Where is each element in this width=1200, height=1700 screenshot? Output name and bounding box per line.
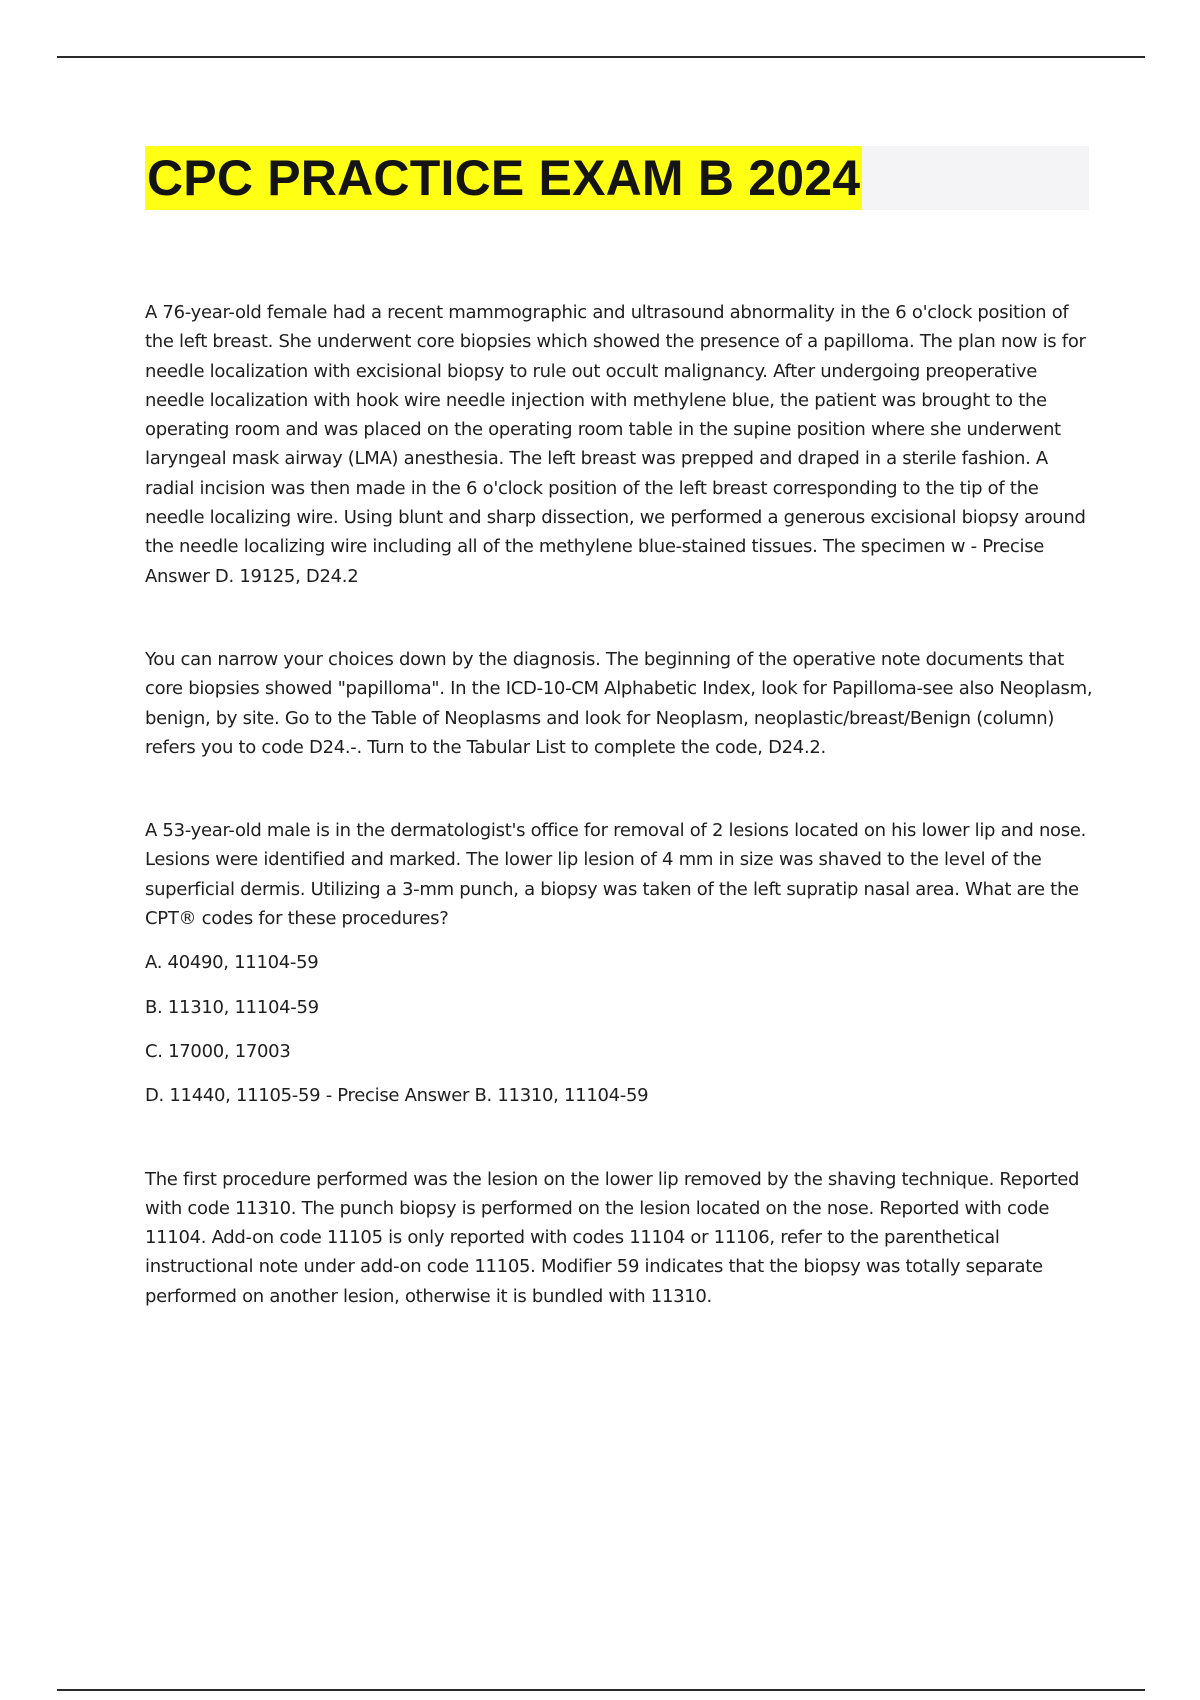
document-body — [145, 298, 1095, 1311]
bottom-divider — [57, 1689, 1145, 1691]
page-title: CPC PRACTICE EXAM B 2024 — [145, 146, 862, 210]
question-2-text: A 53-year-old male is in the dermatologist's office for removal of 2 lesions located on his lower lip and nose. Lesions were identified and marked. The lower lip lesion of 4 mm in size was shaved to the level of the superficial dermis. Utilizing a 3-mm punch, a biopsy was taken of the left supratip nasal area. What are the CPT® codes for these procedures? — [145, 820, 1087, 930]
answer-option-d: D. 11440, 11105-59 - Precise Answer B. 11310, 11104-59 — [145, 1085, 649, 1107]
rationale-2-text: The first procedure performed was the lesion on the lower lip removed by the shaving technique. Reported with code 11310. The punch biopsy is performed on the lesion located on the nose. Reported with code 11104. Add-on code 11105 is only reported with codes 11104 or 11106, refer to the parenthetical instructional note under add-on code 11105. Modifier 59 indicates that the biopsy was totally separate performed on another lesion, otherwise it is bundled with 11310. — [145, 1168, 1080, 1307]
answer-option-c: C. 17000, 17003 — [145, 1040, 291, 1062]
top-divider — [57, 56, 1145, 58]
answer-option-a: A. 40490, 11104-59 — [145, 952, 319, 974]
answer-option-b: B. 11310, 11104-59 — [145, 996, 319, 1018]
rationale-1-text: You can narrow your choices down by the diagnosis. The beginning of the operative note documents that core biopsies showed "papilloma". In the ICD-10-CM Alphabetic Index, look for Papilloma-see also Neoplasm, benign, by site. Go to the Table of Neoplasms and look for Neoplasm, neoplastic/breast/Benign (column) refers you to code D24.-. Turn to the Tabular List to complete the code, D24.2. — [145, 648, 1093, 758]
question-1-text: A 76-year-old female had a recent mammographic and ultrasound abnormality in the 6 o'clock position of the left breast. She underwent core biopsies which showed the presence of a papilloma. The plan now is for needle localization with excisional biopsy to rule out occult malignancy. After undergoing preoperative needle localization with hook wire needle injection with methylene blue, the patient was brought to the operating room and was placed on the operating room table in the supine position where she underwent laryngeal mask airway (LMA) anesthesia. The left breast was prepped and draped in a sterile fashion. A radial incision was then made in the 6 o'clock position of the left breast corresponding to the tip of the needle localizing wire. Using blunt and sharp dissection, we performed a generous excisional biopsy around the needle localizing wire including all of the methylene blue-stained tissues. The specimen w - Precise Answer D. 19125, D24.2 — [145, 302, 1086, 587]
